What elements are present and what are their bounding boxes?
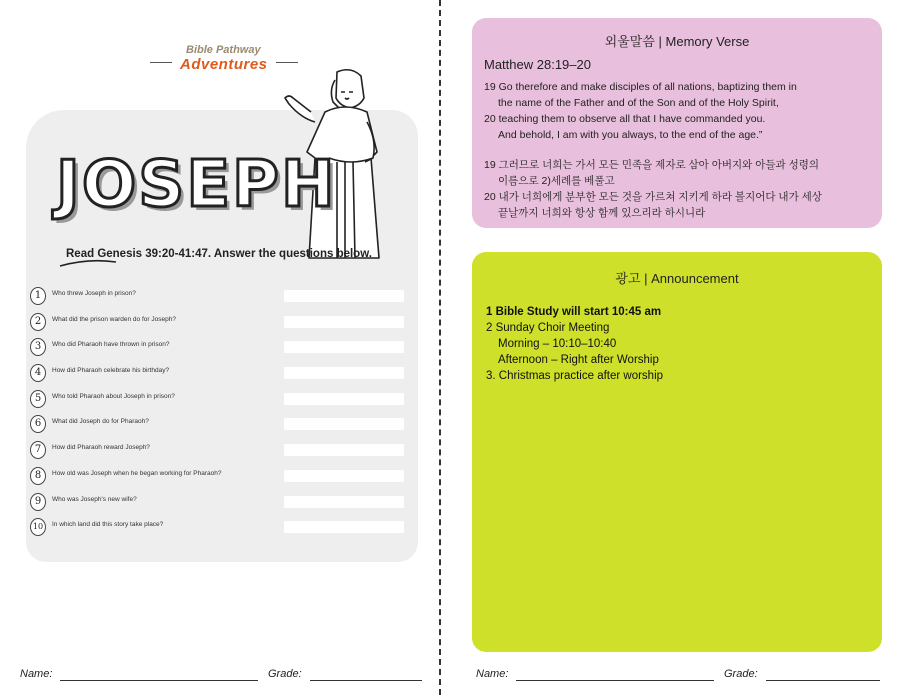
worksheet-title: JOSEPH: [56, 148, 337, 222]
question-item: [30, 389, 410, 415]
grade-line-left[interactable]: [310, 680, 422, 681]
announcement-line: 2 Sunday Choir Meeting: [486, 322, 610, 334]
answer-field[interactable]: [284, 418, 404, 430]
question-item: [30, 466, 410, 492]
name-line-right[interactable]: [516, 680, 714, 681]
answer-field[interactable]: [284, 341, 404, 353]
answer-field[interactable]: [284, 393, 404, 405]
verse-line: 20 teaching them to observe all that I have commanded you.: [484, 113, 766, 125]
question-number: 6: [30, 415, 46, 433]
verse-line-korean: 이름으로 2)세례를 베풀고: [498, 175, 615, 187]
question-text: What did the prison warden do for Joseph?: [52, 315, 176, 323]
memory-verse-text: [484, 79, 879, 221]
question-text: How old was Joseph when he began working for Pharaoh?: [52, 469, 222, 477]
announcement-list: [486, 304, 663, 384]
question-number: 9: [30, 493, 46, 511]
brand-name-text: Adventures: [180, 56, 268, 73]
question-number: 3: [30, 338, 46, 356]
question-text: Who did Pharaoh have thrown in prison?: [52, 341, 170, 349]
verse-spacer: [484, 143, 879, 157]
question-number: 7: [30, 441, 46, 459]
announcement-line: Afternoon – Right after Worship: [498, 354, 659, 366]
question-number: 2: [30, 313, 46, 331]
answer-field[interactable]: [284, 470, 404, 482]
memory-verse-reference: Matthew 28:19–20: [484, 57, 591, 72]
question-number: 5: [30, 390, 46, 408]
brand-top-text: Bible Pathway: [186, 44, 261, 56]
question-item: [30, 440, 410, 466]
announcement-title: 광고 | Announcement: [615, 271, 739, 286]
verse-line: the name of the Father and of the Son and of the Holy Spirit,: [498, 97, 779, 109]
question-text: How did Pharaoh reward Joseph?: [52, 444, 150, 452]
question-item: [30, 337, 410, 363]
announcement-card: [472, 252, 882, 652]
verse-line: And behold, I am with you always, to the end of the age.”: [498, 129, 763, 141]
verse-line-korean: 끝날까지 너희와 항상 함께 있으리라 하시니라: [498, 207, 706, 219]
announcement-line: Morning – 10:10–10:40: [498, 338, 617, 350]
question-text: Who told Pharaoh about Joseph in prison?: [52, 392, 175, 400]
answer-field[interactable]: [284, 521, 404, 533]
brand-rule-left: [150, 62, 172, 63]
question-number: 8: [30, 467, 46, 485]
grade-line-right[interactable]: [766, 680, 880, 681]
name-label-left: Name:: [20, 668, 53, 680]
grade-label-left: Grade:: [268, 668, 302, 680]
question-item: [30, 517, 410, 543]
question-text: How did Pharaoh celebrate his birthday?: [52, 367, 170, 375]
question-text: In which land did this story take place?: [52, 521, 164, 529]
grade-label-right: Grade:: [724, 668, 758, 680]
question-number: 4: [30, 364, 46, 382]
worksheet-instruction: Read Genesis 39:20-41:47. Answer the questions below.: [66, 248, 372, 260]
answer-field[interactable]: [284, 496, 404, 508]
name-line-left[interactable]: [60, 680, 258, 681]
answer-field[interactable]: [284, 367, 404, 379]
answer-field[interactable]: [284, 316, 404, 328]
question-item: [30, 286, 410, 312]
question-item: [30, 363, 410, 389]
announcement-line: 3. Christmas practice after worship: [486, 370, 664, 382]
name-label-right: Name:: [476, 668, 509, 680]
question-list: [30, 286, 410, 543]
answer-field[interactable]: [284, 444, 404, 456]
question-text: Who was Joseph's new wife?: [52, 495, 137, 503]
answer-field[interactable]: [284, 290, 404, 302]
question-text: Who threw Joseph in prison?: [52, 290, 136, 297]
memory-verse-card: [472, 18, 882, 228]
verse-line: 19 Go therefore and make disciples of all nations, baptizing them in: [484, 81, 797, 93]
page-fold-divider: [439, 0, 441, 695]
announcement-line: 1 Bible Study will start 10:45 am: [486, 306, 662, 318]
memory-verse-title: 외울말씀 | Memory Verse: [604, 34, 750, 49]
question-item: [30, 414, 410, 440]
verse-line-korean: 20 내가 너희에게 분부한 모든 것을 가르쳐 지키게 하라 볼지어다 내가 세상: [484, 191, 822, 203]
question-item: [30, 312, 410, 338]
question-item: [30, 492, 410, 518]
question-text: What did Joseph do for Pharaoh?: [52, 418, 149, 426]
question-number: 10: [30, 518, 46, 536]
question-number: 1: [30, 287, 46, 305]
verse-line-korean: 19 그러므로 너희는 가서 모든 민족을 제자로 삼아 아버지와 아들과 성령의: [484, 159, 819, 171]
